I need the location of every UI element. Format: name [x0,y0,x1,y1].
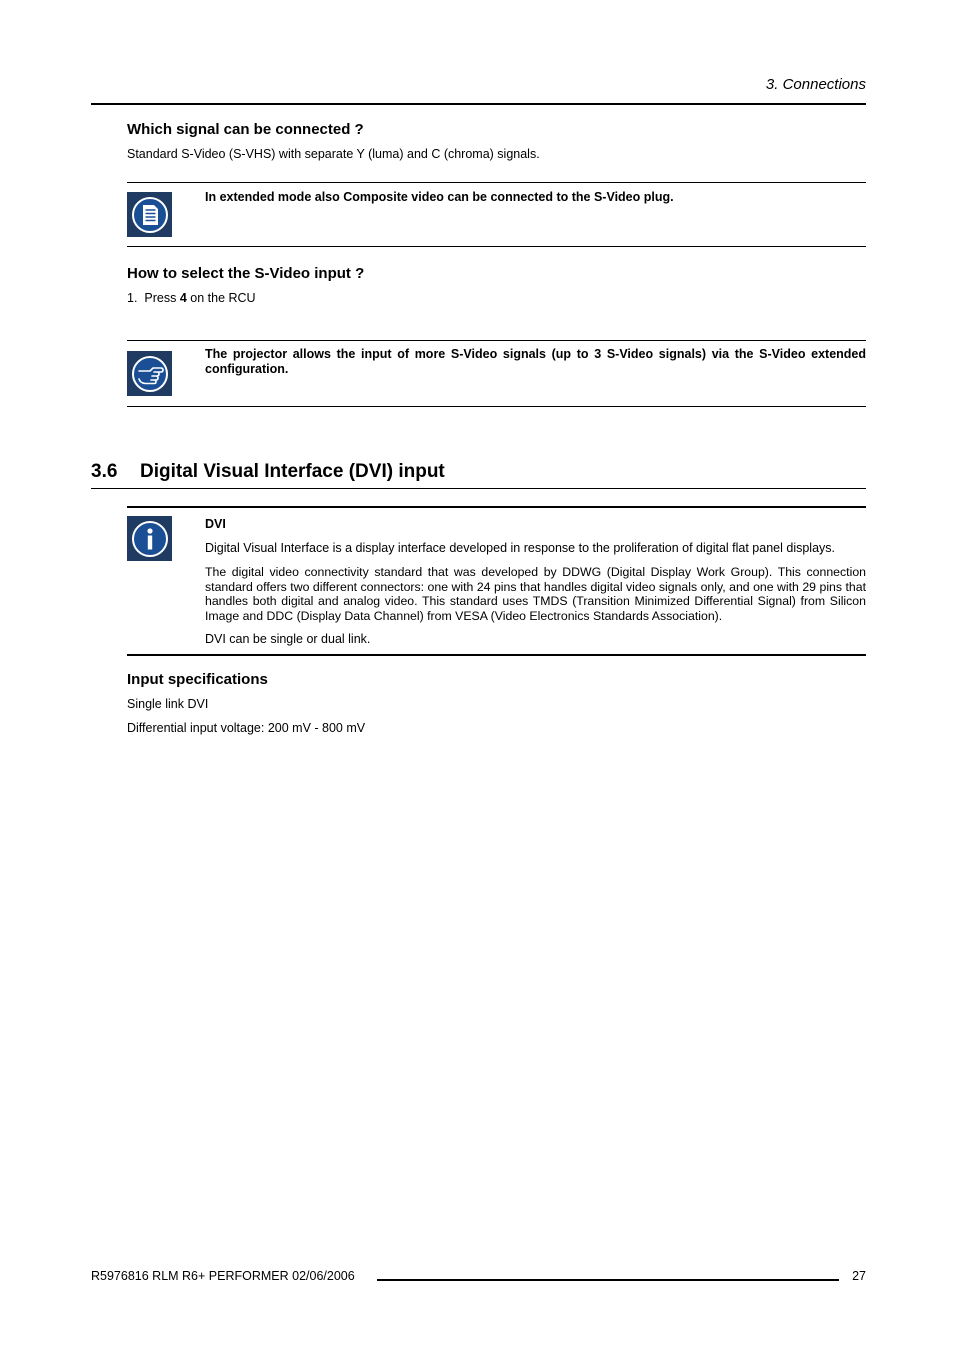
chapter-header: 3. Connections [765,76,866,93]
section-title-text: Digital Visual Interface (DVI) input [140,461,445,482]
page-number: 27 [852,1269,866,1283]
step-text-post: on the RCU [190,291,256,305]
info-heading: DVI [205,517,226,531]
footer-doc-info: R5976816 RLM R6+ PERFORMER 02/06/2006 [91,1269,355,1283]
rcu-key: 4 [179,291,187,305]
section-number: 3.6 [91,461,118,482]
heading-input-specs: Input specifications [127,671,268,688]
pointing-hand-icon [127,351,172,396]
note-box-composite [127,182,866,247]
note-box-extended [127,340,866,407]
step-number: 1. [127,291,138,305]
note-text-extended: The projector allows the input of more S-Video signals (up to 3 S-Video signals) via the S-Video extended configuration. [205,347,866,376]
heading-select-svideo: How to select the S-Video input ? [127,265,365,282]
footer-rule [377,1279,839,1281]
section-title-dvi [91,461,445,483]
signal-description: Standard S-Video (S-VHS) with separate Y (luma) and C (chroma) signals. [127,147,540,161]
section-rule [91,488,866,489]
heading-which-signal: Which signal can be connected ? [127,121,364,138]
step-text-pre: Press [144,291,177,305]
info-paragraph-3: DVI can be single or dual link. [205,632,371,646]
info-box-dvi [127,506,866,656]
note-text-composite: In extended mode also Composite video can be connected to the S-Video plug. [205,190,674,204]
spec-line-2: Differential input voltage: 200 mV - 800 mV [127,721,366,735]
info-icon [127,516,172,561]
info-paragraph-2: The digital video connectivity standard that was developed by DDWG (Digital Display Work Group). This connection standard offers two different connectors: one with 24 pins that handles digital video signals only, and one with 29 pins that handles both digital and analog video. This standard uses TMDS (Transition Minimized Differential Signal) from Silicon Image and DDC (Display Data Channel) from VESA (Video Electronics Standards Association). [205,565,866,623]
spec-line-1: Single link DVI [127,697,209,711]
info-content [205,517,866,647]
info-paragraph-1: Digital Visual Interface is a display interface developed in response to the proliferation of digital flat panel displays. [205,541,835,555]
step-1 [127,291,256,306]
document-icon [127,192,172,237]
header-rule [91,103,866,105]
